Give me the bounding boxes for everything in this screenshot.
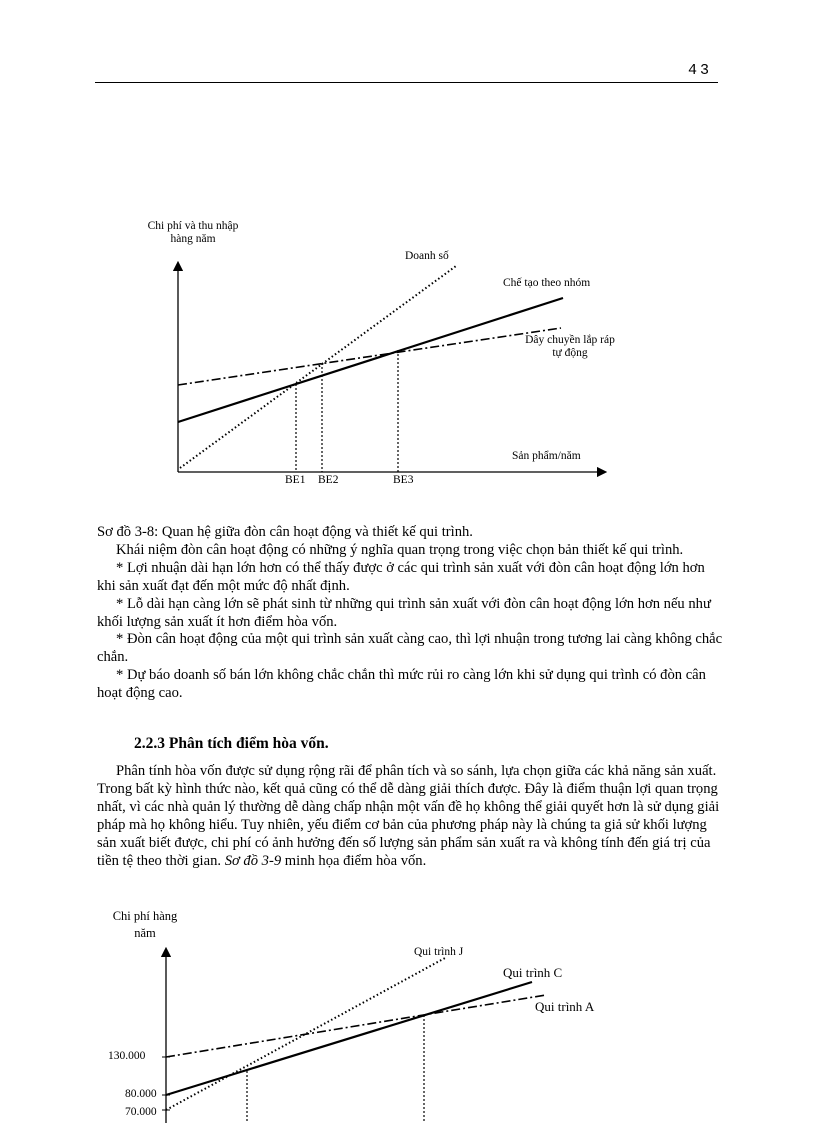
d1-be1-label: BE1 <box>285 474 306 486</box>
section-paragraph-tail: minh họa điểm hòa vốn. <box>281 852 427 869</box>
d2-y-axis-label-line1: Chi phí hàng <box>112 909 178 923</box>
d2-tick-label-80000: 80.000 <box>125 1088 157 1100</box>
d1-x-axis-label: Sản phẩm/năm <box>512 450 581 462</box>
d1-label-day-chuyen-line2: tự động <box>552 347 588 359</box>
d1-be2-label: BE2 <box>318 474 339 486</box>
page-number: 43 <box>687 62 712 79</box>
d1-y-axis-label <box>118 220 268 245</box>
paragraph-intro: Khái niệm đòn cân hoạt động có những ý nghĩa quan trọng trong việc chọn bản thiết kế qui trình. <box>116 541 684 558</box>
d2-qui-trinh-c-line <box>166 982 532 1095</box>
d1-label-doanh-so: Doanh số <box>405 250 449 262</box>
bullet-2: * Lỗ dài hạn càng lớn sẽ phát sinh từ những qui trình sản xuất với đòn cân hoạt động lớn hơn nếu như khối lượng sản xuất ít hơn điểm hòa vốn. <box>97 595 711 630</box>
figure-reference: Sơ đồ 3-9 <box>224 852 282 869</box>
text-block-2 <box>97 763 723 870</box>
d2-y-axis-label-line2: năm <box>134 926 156 940</box>
d1-doanh-so-line <box>180 266 456 468</box>
text-block-1 <box>97 524 723 703</box>
d2-label-qui-trinh-a: Qui trình A <box>535 999 595 1014</box>
bullet-1: * Lợi nhuận dài hạn lớn hơn có thể thấy được ở các qui trình sản xuất với đòn cân hoạt động lớn hơn khi sản xuất đạt đến một mức độ nhất định. <box>97 559 705 594</box>
section-paragraph <box>97 763 723 870</box>
d2-tick-label-130000: 130.000 <box>108 1050 146 1062</box>
d2-label-qui-trinh-c: Qui trình C <box>503 965 563 980</box>
d1-label-day-chuyen <box>505 334 635 359</box>
d1-che-tao-line <box>178 298 563 422</box>
figure-caption: Sơ đồ 3-8: Quan hệ giữa đòn cân hoạt động và thiết kế qui trình. <box>97 524 473 540</box>
d1-y-axis-label-line2: hàng năm <box>170 233 216 245</box>
d1-label-che-tao: Chế tạo theo nhóm <box>503 277 591 289</box>
section-paragraph-main: Phân tính hòa vốn được sử dụng rộng rãi để phân tích và so sánh, lựa chọn giữa các khả năng sản xuất. Trong bất kỳ hình thức nào, kết quả cũng có thể dễ dàng giải thích được. Đây là điểm thuận lợi quan trọng nhất, vì các nhà quản lý thường dễ dàng chấp nhận một vấn đề họ không thể giải quyết hơn là sử dụng giải pháp mà họ không hiểu. Tuy nhiên, yếu điểm cơ bản của phương pháp này là chúng ta giả sử khối lượng sản xuất biết được, chi phí có ảnh hưởng đến số lượng sản phẩm sản xuất ra và không tính đến giá trị của tiền tệ theo thời gian. <box>97 763 720 869</box>
d2-label-qui-trinh-j: Qui trình J <box>414 946 464 958</box>
d1-be3-label: BE3 <box>393 474 414 486</box>
diagram-2 <box>0 900 816 1123</box>
d2-qui-trinh-a-line <box>166 995 546 1057</box>
d2-tick-label-70000: 70.000 <box>125 1106 157 1118</box>
d1-day-chuyen-line <box>178 328 561 385</box>
d2-y-axis-label <box>100 909 190 941</box>
bullet-3: * Đòn cân hoạt động của một qui trình sản xuất càng cao, thì lợi nhuận trong tương lai càng không chắc chắn. <box>97 631 723 666</box>
d1-y-axis-label-line1: Chi phí và thu nhập <box>147 220 239 232</box>
diagram-1 <box>0 0 816 520</box>
bullet-4: * Dự báo doanh số bán lớn không chắc chắn thì mức rủi ro càng lớn khi sử dụng qui trình có đòn cân hoạt động cao. <box>97 667 706 702</box>
section-heading: 2.2.3 Phân tích điểm hòa vốn. <box>134 735 329 752</box>
d1-label-day-chuyen-line1: Dây chuyền lắp ráp <box>525 334 615 346</box>
